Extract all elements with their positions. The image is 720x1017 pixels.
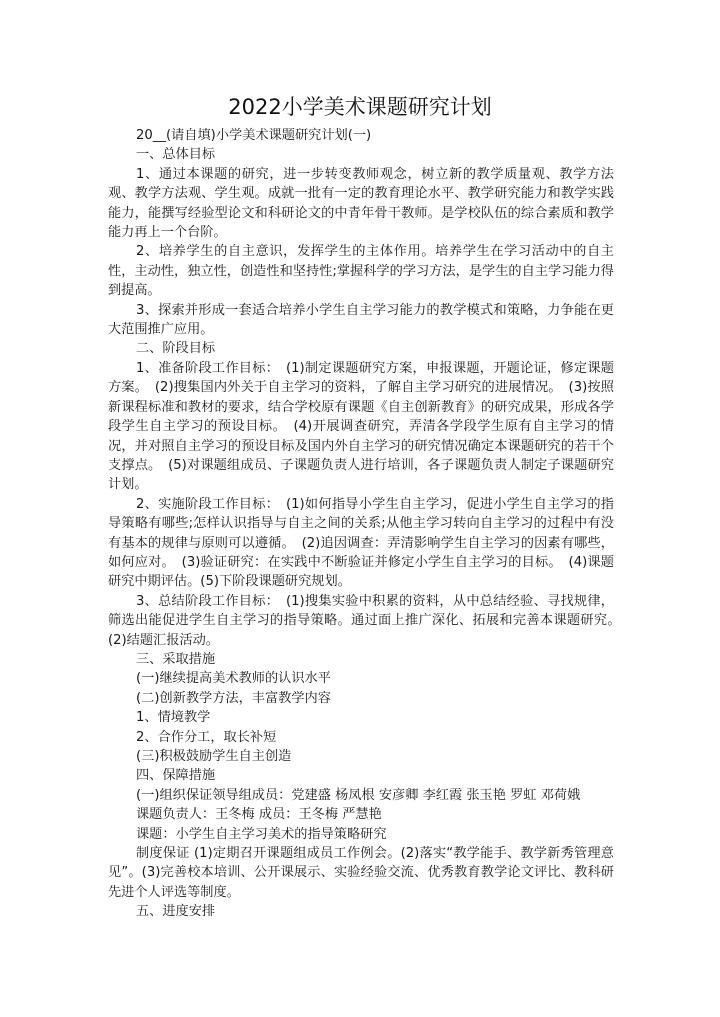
- list-item: 2、合作分工，取长补短: [136, 729, 277, 745]
- paragraph: 2、培养学生的自主意识，发挥学生的主体作用。培养学生在学习活动中的自主性，主动性，独立性，创造性和坚持性;掌握科学的学习方法，是学生的自主学习能力得到提高。: [108, 244, 614, 299]
- list-item: (二)创新教学方法，丰富教学内容: [136, 690, 331, 706]
- document-title: 2022小学美术课题研究计划: [228, 95, 492, 119]
- paragraph: 制度保证 (1)定期召开课题组成员工作例会。(2)落实“教学能手、教学新秀管理意见”。(3)完善校本培训、公开课展示、实验经验交流、优秀教育教学论文评比、教科研先进个人评选等制度。: [108, 846, 614, 900]
- section-heading-stage-goals: 二、阶段目标: [136, 341, 216, 357]
- paragraph: 1、通过本课题的研究，进一步转变教师观念，树立新的教学质量观、教学方法观、教学方法观、学生观。成就一批有一定的教育理论水平、教学研究能力和教学实践能力，能撰写经验型论文和科研论文的中青年骨干教师。是学校队伍的综合素质和教学能力再上一个台阶。: [108, 166, 614, 241]
- list-item: (三)积极鼓励学生自主创造: [136, 749, 292, 764]
- section-heading-measures: 三、采取措施: [136, 651, 216, 667]
- paragraph: 课题：小学生自主学习美术的指导策略研究: [136, 826, 387, 842]
- list-item: 1、情境教学: [136, 710, 211, 726]
- paragraph: 课题负责人：王冬梅 成员：王冬梅 严慧艳: [136, 807, 382, 823]
- section-heading-schedule: 五、进度安排: [136, 904, 216, 920]
- list-item: (一)继续提高美术教师的认识水平: [136, 671, 331, 687]
- paragraph: 2、实施阶段工作目标： (1)如何指导小学生自主学习，促进小学生自主学习的指导策略有哪些;怎样认识指导与自主之间的关系;从他主学习转向自主学习的过程中有没有基本的规律与原则可以遵循。 (2)追因调查：弄清影响学生自主学习的因素有哪些，如何应对。 (3)验证研究：在实践中不断验证并修定小学生自主学习的目标。 (4)课题研究中期评估。(5)下阶段课题研究规划。: [108, 496, 614, 590]
- paragraph: (一)组织保证领导组成员：党建盛 杨凤根 安彦卿 李红霞 张玉艳 罗虹 邓荷娥: [136, 787, 581, 803]
- section-heading-overall-goals: 一、总体目标: [136, 147, 216, 163]
- paragraph: 1、准备阶段工作目标： (1)制定课题研究方案，申报课题，开题论证，修定课题方案。 (2)搜集国内外关于自主学习的资料，了解自主学习研究的进展情况。 (3)按照新课程标准和教材的要求，结合学校原有课题《自主创新教育》的研究成果，形成各学段学生自主学习的预设目标。 (4)开展调查研究，弄清各学段学生原有自主学习的情况，并对照自主学习的预设目标及国内外自主学习的研究情况确定本课题研究的若干个支撑点。 (5)对课题组成员、子课题负责人进行培训，各子课题负责人制定子课题研究计划。: [108, 360, 614, 493]
- document-body: [108, 126, 628, 922]
- paragraph: 3、总结阶段工作目标： (1)搜集实验中积累的资料，从中总结经验、寻找规律，筛选出能促进学生自主学习的指导策略。通过面上推广深化、拓展和完善本课题研究。 (2)结题汇报活动。: [108, 593, 628, 648]
- paragraph: 3、探索并形成一套适合培养小学生自主学习能力的教学模式和策略，力争能在更大范围推广应用。: [108, 302, 614, 338]
- section-heading-safeguards: 四、保障措施: [136, 768, 216, 784]
- plan-heading: 20__(请自填)小学美术课题研究计划(一): [136, 128, 372, 143]
